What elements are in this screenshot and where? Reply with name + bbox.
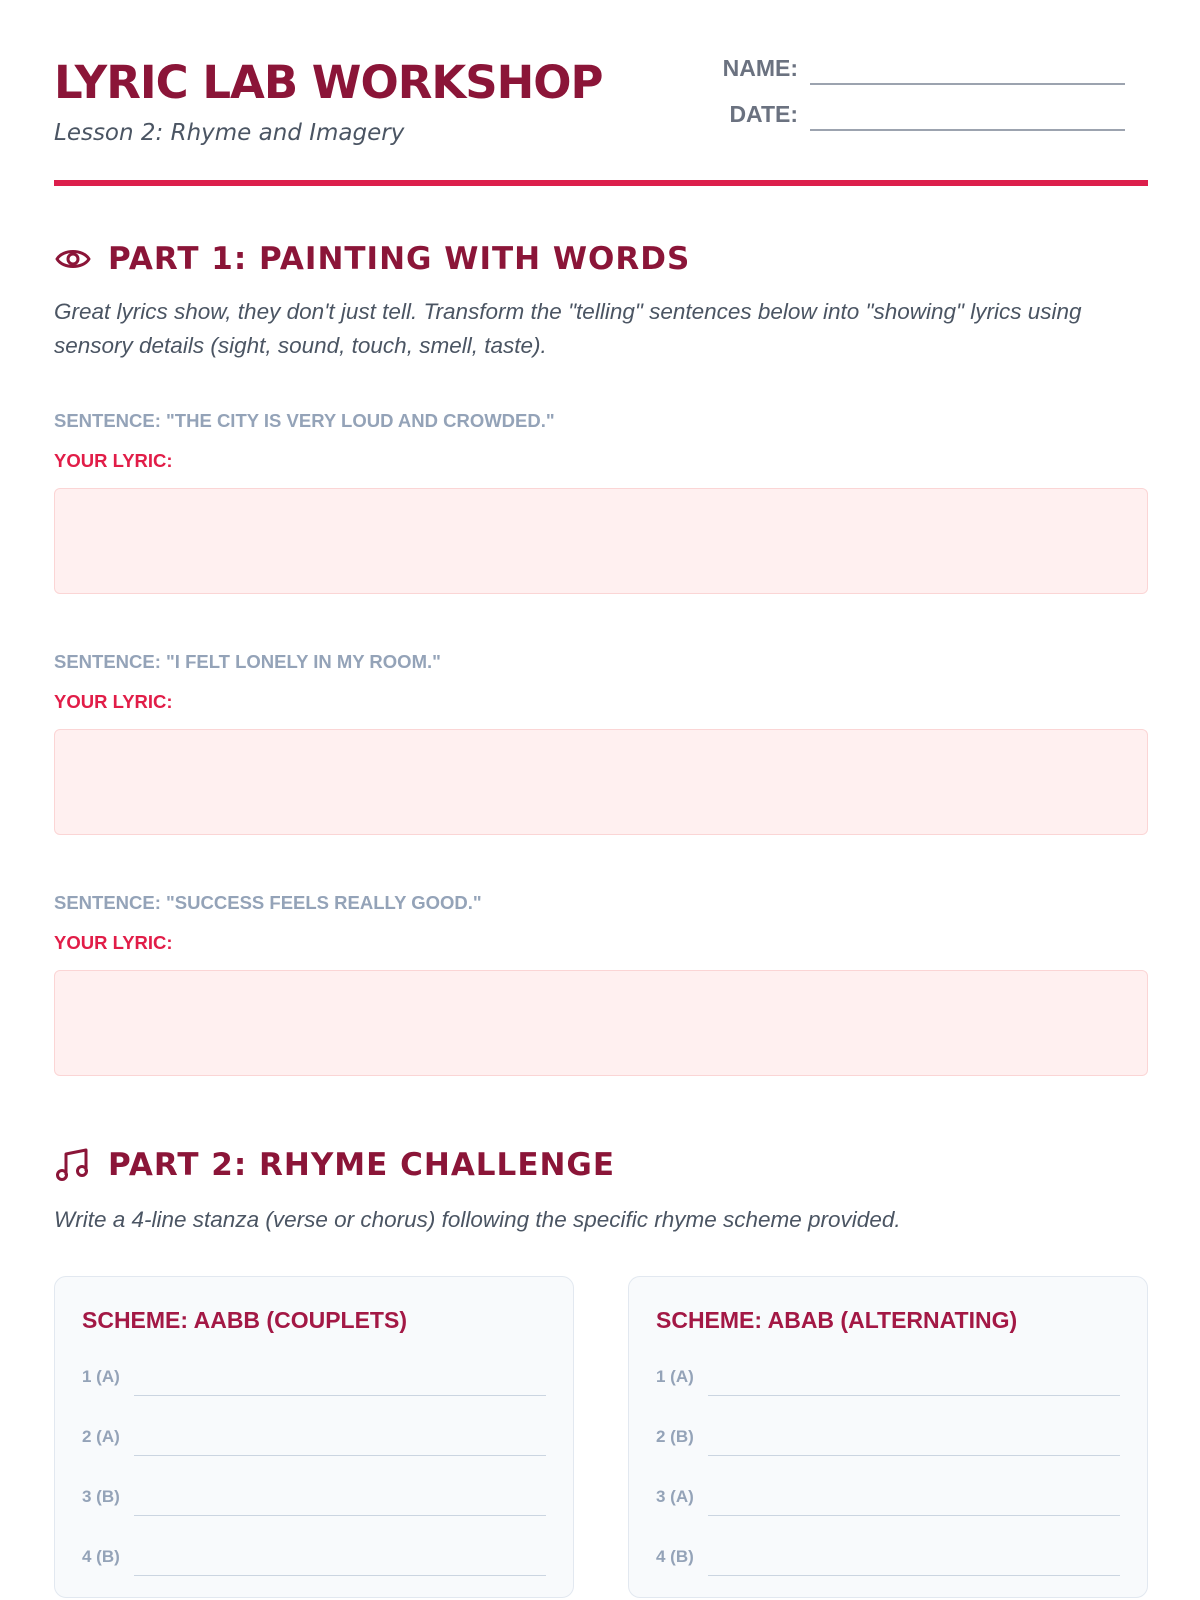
- header-divider: [54, 180, 1148, 186]
- name-label: NAME:: [722, 55, 798, 81]
- line-input[interactable]: [134, 1395, 546, 1396]
- sentence-prompt: SENTENCE: "I FELT LONELY IN MY ROOM.": [54, 651, 441, 672]
- your-lyric-label: YOUR LYRIC:: [54, 450, 173, 471]
- line-number: 4 (B): [656, 1547, 694, 1566]
- scheme-card-abab: [628, 1276, 1148, 1598]
- line-number: 1 (A): [656, 1367, 694, 1386]
- line-input[interactable]: [708, 1515, 1120, 1516]
- line-number: 1 (A): [82, 1367, 120, 1386]
- scheme-title: SCHEME: ABAB (ALTERNATING): [656, 1307, 1018, 1333]
- your-lyric-label: YOUR LYRIC:: [54, 691, 173, 712]
- music-note-icon: [54, 1146, 92, 1184]
- line-input[interactable]: [134, 1575, 546, 1576]
- line-number: 3 (B): [82, 1487, 120, 1506]
- your-lyric-label: YOUR LYRIC:: [54, 932, 173, 953]
- part2-title: PART 2: RHYME CHALLENGE: [108, 1147, 616, 1183]
- page-title: LYRIC LAB WORKSHOP: [54, 56, 603, 109]
- worksheet-page: [54, 0, 1148, 1600]
- date-label: DATE:: [729, 101, 798, 127]
- line-number: 4 (B): [82, 1547, 120, 1566]
- part1-title: PART 1: PAINTING WITH WORDS: [108, 241, 691, 277]
- stanza-line: [656, 1483, 1120, 1519]
- date-field[interactable]: [810, 129, 1125, 131]
- part1-instructions: Great lyrics show, they don't just tell. Transform the "telling" sentences below into "showing" lyrics using sensory details (sight, sound, touch, smell, taste).: [54, 299, 1082, 358]
- stanza-line: [82, 1363, 546, 1399]
- line-number: 2 (B): [656, 1427, 694, 1446]
- stanza-line: [82, 1423, 546, 1459]
- line-input[interactable]: [708, 1455, 1120, 1456]
- eye-icon: [54, 240, 92, 278]
- line-number: 2 (A): [82, 1427, 120, 1446]
- stanza-line: [82, 1483, 546, 1519]
- line-number: 3 (A): [656, 1487, 694, 1506]
- worksheet-header: [54, 0, 1148, 190]
- line-input[interactable]: [708, 1575, 1120, 1576]
- name-field[interactable]: [810, 83, 1125, 85]
- sentence-prompt: SENTENCE: "SUCCESS FEELS REALLY GOOD.": [54, 892, 482, 913]
- stanza-line: [82, 1543, 546, 1579]
- sentence-prompt: SENTENCE: "THE CITY IS VERY LOUD AND CROWDED.": [54, 410, 555, 431]
- lyric-input-lonely[interactable]: [54, 729, 1148, 835]
- stanza-line: [656, 1423, 1120, 1459]
- part2-heading: [54, 1146, 615, 1184]
- line-input[interactable]: [134, 1515, 546, 1516]
- line-input[interactable]: [708, 1395, 1120, 1396]
- lesson-subtitle: Lesson 2: Rhyme and Imagery: [54, 120, 405, 146]
- part1-heading: [54, 240, 690, 278]
- stanza-line: [656, 1543, 1120, 1579]
- stanza-line: [656, 1363, 1120, 1399]
- scheme-title: SCHEME: AABB (COUPLETS): [82, 1307, 407, 1333]
- lyric-input-success[interactable]: [54, 970, 1148, 1076]
- line-input[interactable]: [134, 1455, 546, 1456]
- scheme-card-aabb: [54, 1276, 574, 1598]
- lyric-input-city[interactable]: [54, 488, 1148, 594]
- part2-instructions: Write a 4-line stanza (verse or chorus) following the specific rhyme scheme provided.: [54, 1207, 901, 1232]
